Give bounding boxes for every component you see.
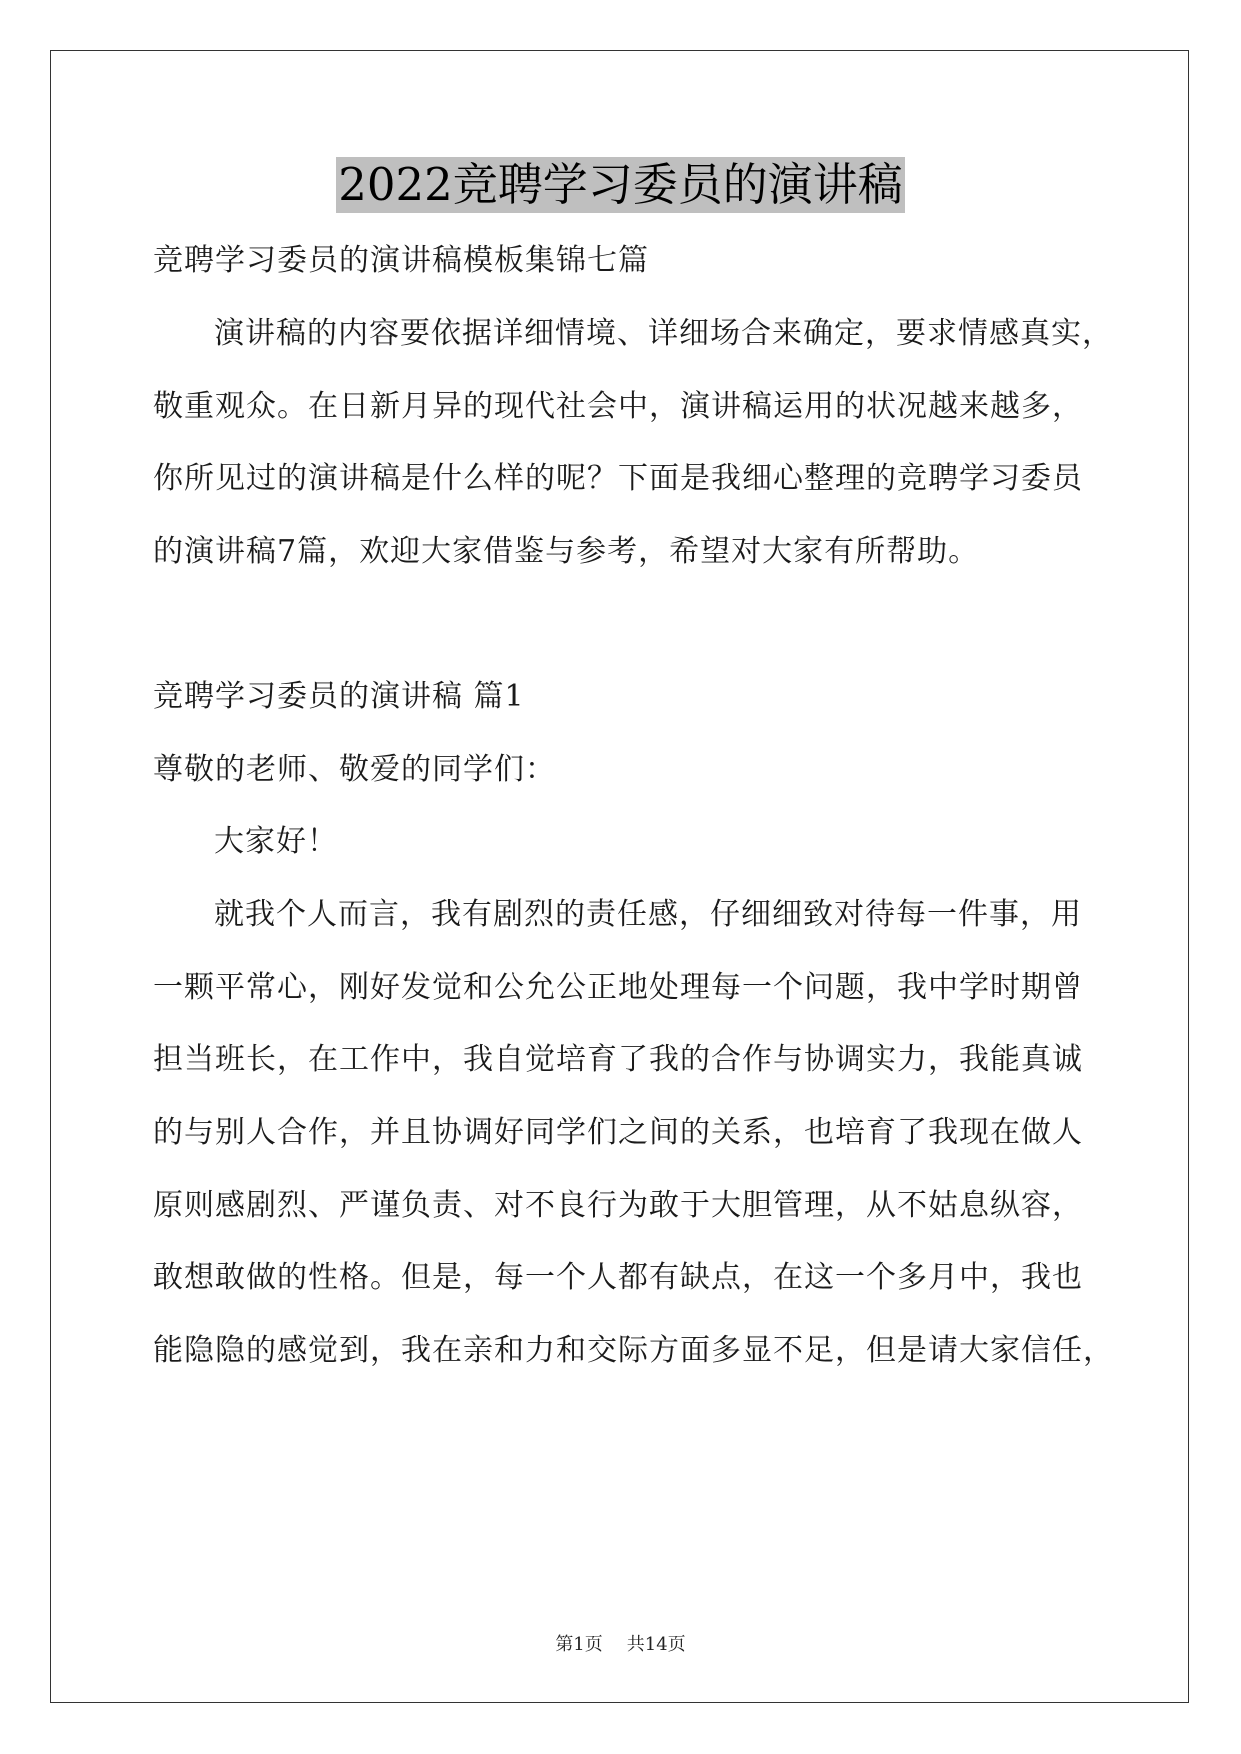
body-line: 敢想敢做的性格。但是，每一个人都有缺点，在这一个多月中，我也 xyxy=(153,1260,1083,1295)
page-border xyxy=(50,50,1189,1703)
document-subtitle: 竞聘学习委员的演讲稿模板集锦七篇 xyxy=(153,243,649,278)
body-line: 一颗平常心，刚好发觉和公允公正地处理每一个问题，我中学时期曾 xyxy=(153,970,1083,1005)
greeting: 大家好！ xyxy=(214,824,338,859)
body-line: 的与别人合作，并且协调好同学们之间的关系，也培育了我现在做人 xyxy=(153,1115,1083,1150)
intro-line: 你所见过的演讲稿是什么样的呢？下面是我细心整理的竞聘学习委员 xyxy=(153,461,1083,496)
page-number: 第1页 xyxy=(555,1634,603,1655)
title-container xyxy=(0,157,1241,213)
body-line: 原则感剧烈、严谨负责、对不良行为敢于大胆管理，从不姑息纵容， xyxy=(153,1188,1083,1223)
body-line: 能隐隐的感觉到，我在亲和力和交际方面多显不足，但是请大家信任， xyxy=(153,1333,1114,1368)
intro-line: 敬重观众。在日新月异的现代社会中，演讲稿运用的状况越来越多， xyxy=(153,389,1083,424)
page-total: 共14页 xyxy=(626,1634,686,1655)
intro-line: 演讲稿的内容要依据详细情境、详细场合来确定，要求情感真实， xyxy=(214,316,1113,351)
document-title: 2022竞聘学习委员的演讲稿 xyxy=(338,158,903,211)
intro-line: 的演讲稿7篇，欢迎大家借鉴与参考，希望对大家有所帮助。 xyxy=(153,534,980,569)
page-footer xyxy=(0,1633,1241,1657)
section-heading: 竞聘学习委员的演讲稿 篇1 xyxy=(153,679,525,714)
body-line: 担当班长，在工作中，我自觉培育了我的合作与协调实力，我能真诚 xyxy=(153,1042,1083,1077)
salutation: 尊敬的老师、敬爱的同学们： xyxy=(153,752,556,787)
body-line: 就我个人而言，我有剧烈的责任感，仔细细致对待每一件事，用 xyxy=(214,897,1082,932)
